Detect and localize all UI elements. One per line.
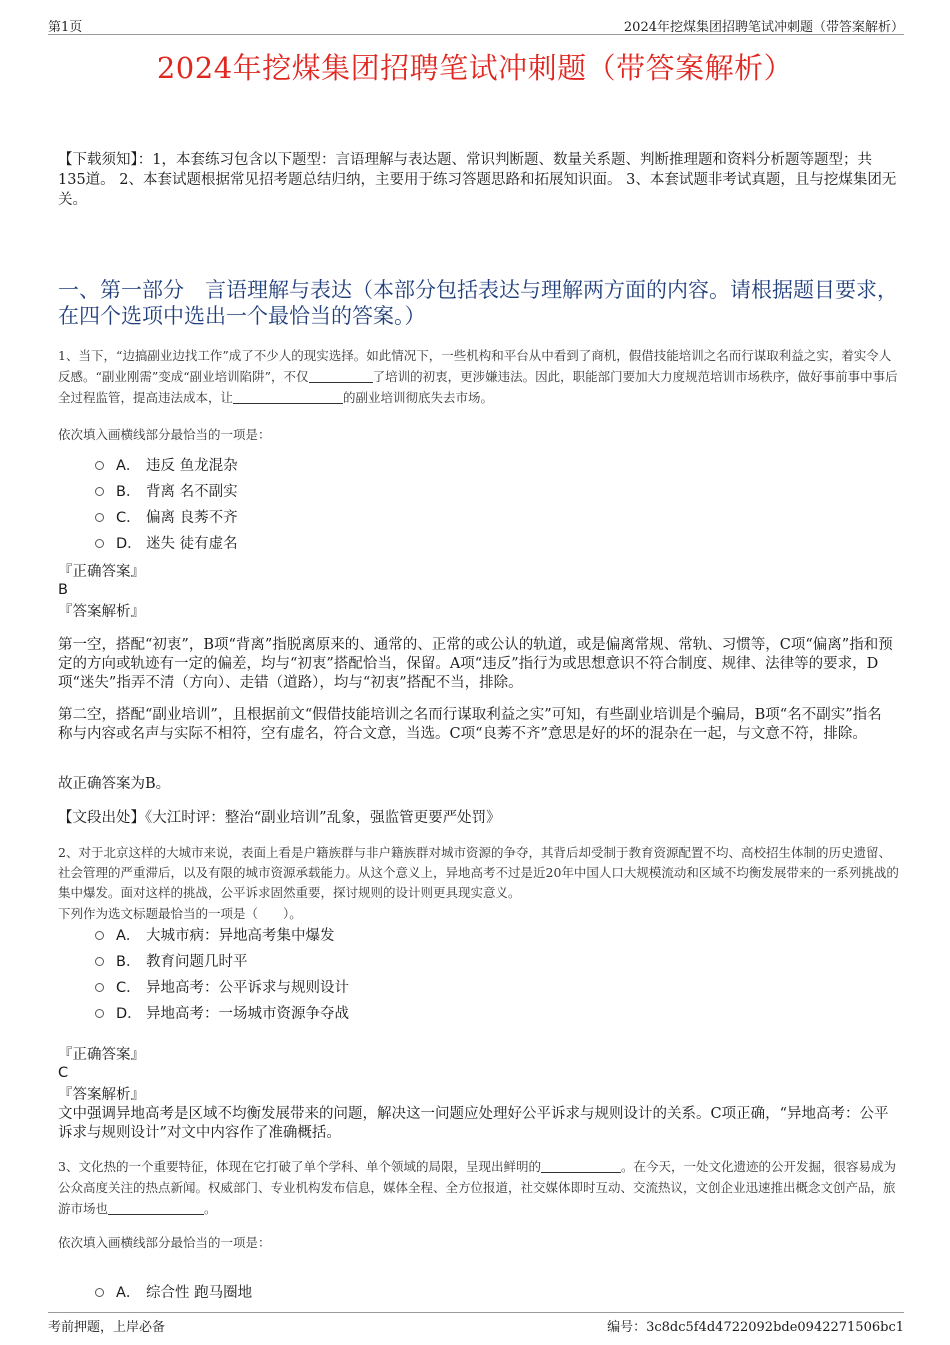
question-1-option-a[interactable]: A． 违反 鱼龙混杂 [95, 456, 238, 476]
blank-line [541, 1158, 621, 1173]
question-1-source: 【文段出处】《大江时评：整治“副业培训”乱象，强监管更要严处罚》 [58, 810, 501, 826]
question-3-text: 3、文化热的一个重要特征，体现在它打破了单个学科、单个领域的局限，呈现出鲜明的 。在今天，一处文化遗迹的公开发掘，很容易成为公众高度关注的热点新闻。权威部门、专业机构发布信息，媒体全程、全方位报道，社交媒体即时互动、交流热议，文创企业迅速推出概念文创产品，旅游市场也 。 [58, 1159, 896, 1216]
question-2-analysis-label: 『答案解析』 [58, 1087, 145, 1103]
footer-document-id: 编号：3c8dc5f4d4722092bde0942271506bc1 [607, 1320, 904, 1335]
blank-line [108, 1200, 204, 1215]
page-footer [48, 1312, 904, 1333]
question-1-conclusion: 故正确答案为B。 [58, 776, 171, 792]
page-header [48, 14, 904, 35]
radio-icon[interactable] [95, 487, 104, 496]
question-2-analysis: 文中强调异地高考是区域不均衡发展带来的问题，解决这一问题应处理好公平诉求与规则设计的关系。C项正确，“异地高考：公平诉求与规则设计”对文中内容作了准确概括。 [58, 1106, 889, 1141]
footer-slogan: 考前押题，上岸必备 [48, 1320, 166, 1335]
question-2-option-b[interactable]: B． 教育问题几时平 [95, 952, 248, 972]
question-2-option-a[interactable]: A． 大城市病：异地高考集中爆发 [95, 926, 335, 946]
radio-icon[interactable] [95, 513, 104, 522]
radio-icon[interactable] [95, 983, 104, 992]
question-1-option-d[interactable]: D． 迷失 徒有虚名 [95, 534, 238, 554]
radio-icon[interactable] [95, 461, 104, 470]
question-1-prompt: 依次填入画横线部分最恰当的一项是： [58, 427, 271, 442]
question-1-option-b[interactable]: B． 背离 名不副实 [95, 482, 238, 502]
question-2-text: 2、对于北京这样的大城市来说，表面上看是户籍族群与非户籍族群对城市资源的争夺，其背后却受制于教育资源配置不均、高校招生体制的历史遗留、社会管理的严重滞后，以及有限的城市资源承载能力。从这个意义上，异地高考不过是近20年中国人口大规模流动和区域不均衡发展带来的一系列挑战的集中爆发。面对这样的挑战，公平诉求固然重要，探讨规则的设计则更具现实意义。 [58, 845, 899, 900]
blank-line [233, 389, 343, 404]
radio-icon[interactable] [95, 1009, 104, 1018]
question-1-analysis-label: 『答案解析』 [58, 604, 145, 620]
header-doc-title: 2024年挖煤集团招聘笔试冲刺题（带答案解析） [623, 20, 904, 35]
radio-icon[interactable] [95, 1288, 104, 1297]
document-title: 2024年挖煤集团招聘笔试冲刺题（带答案解析） [156, 51, 794, 85]
question-2-answer-label: 『正确答案』 [58, 1047, 145, 1063]
question-1-answer-label: 『正确答案』 [58, 564, 145, 580]
question-1-analysis-paragraph-1: 第一空，搭配“初衷”，B项“背离”指脱离原来的、通常的、正常的或公认的轨道，或是偏离常规、常轨、习惯等，C项“偏离”指和预定的方向或轨迹有一定的偏差，均与“初衷”搭配恰当，保留。A项“违反”指行为或思想意识不符合制度、规律、法律等的要求，D项“迷失”指弄不清（方向）、走错（道路），均与“初衷”搭配不当，排除。 [58, 637, 893, 691]
question-2-option-c[interactable]: C． 异地高考：公平诉求与规则设计 [95, 978, 349, 998]
question-1-option-c[interactable]: C． 偏离 良莠不齐 [95, 508, 238, 528]
radio-icon[interactable] [95, 931, 104, 940]
blank-line [309, 368, 373, 383]
download-notice: 【下载须知】：1，本套练习包含以下题型：言语理解与表达题、常识判断题、数量关系题、判断推理题和资料分析题等题型；共135道。 2、本套试题根据常见招考题总结归纳，主要用于练习答题思路和拓展知识面。 3、本套试题非考试真题，且与挖煤集团无关。 [58, 152, 897, 208]
question-2-prompt: 下列作为选文标题最恰当的一项是（ ）。 [58, 906, 302, 921]
question-2-answer: C [58, 1065, 69, 1081]
section-heading: 一、第一部分 言语理解与表达（本部分包括表达与理解两方面的内容。请根据题目要求，在四个选项中选出一个最恰当的答案。） [58, 278, 898, 328]
question-1-analysis-paragraph-2: 第二空，搭配“副业培训”，且根据前文“假借技能培训之名而行谋取利益之实”可知，有些副业培训是个骗局，B项“名不副实”指名称与内容或名声与实际不相符，空有虚名，符合文意，当选。C项“良莠不齐”意思是好的坏的混杂在一起，与文意不符，排除。 [58, 707, 882, 742]
radio-icon[interactable] [95, 957, 104, 966]
question-1-text: 1、当下，“边搞副业边找工作”成了不少人的现实选择。如此情况下，一些机构和平台从中看到了商机，假借技能培训之名而行谋取利益之实，着实令人反感。“副业刚需”变成“副业培训陷阱”，不仅 了培训的初衷，更涉嫌违法。因此，职能部门要加大力度规范培训市场秩序，做好事前事中事后全过程监管，提高违法成本，让 的副业培训彻底失去市场。 [58, 348, 898, 405]
question-1-answer: B [58, 582, 68, 598]
page-number: 第1页 [48, 20, 83, 35]
question-3-prompt: 依次填入画横线部分最恰当的一项是： [58, 1235, 271, 1250]
question-2-option-d[interactable]: D． 异地高考：一场城市资源争夺战 [95, 1004, 349, 1024]
radio-icon[interactable] [95, 539, 104, 548]
question-3-option-a[interactable]: A． 综合性 跑马圈地 [95, 1283, 252, 1303]
